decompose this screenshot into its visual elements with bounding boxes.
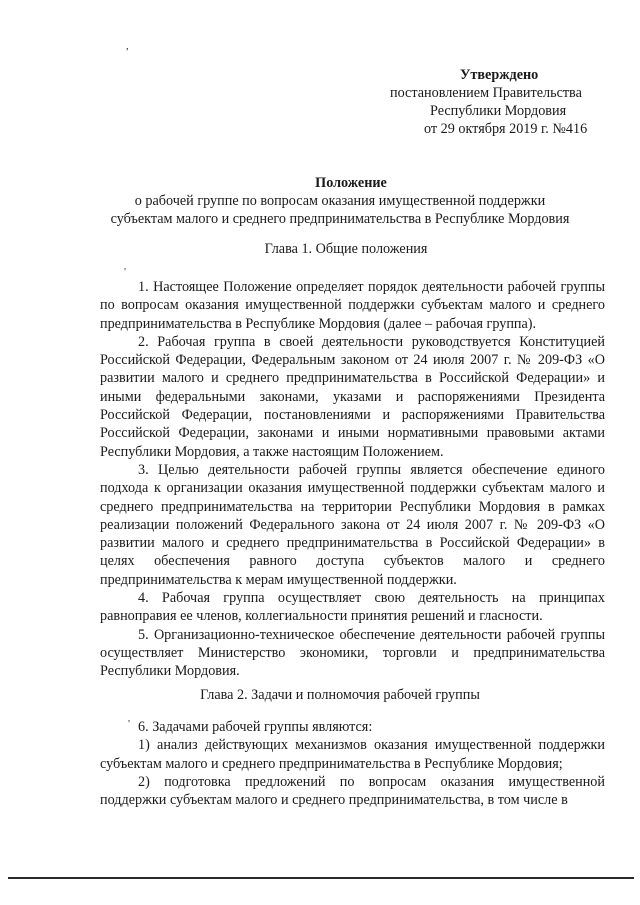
paragraph: 2) подготовка предложений по вопросам оказания имущественной поддержки субъектам малого и среднего предпринимательства, в том числе в xyxy=(100,773,605,809)
paragraph: 4. Рабочая группа осуществляет свою деятельность на принципах равноправия ее членов, коллегиальности принятия решений и гласности. xyxy=(100,590,605,625)
stray-mark: , xyxy=(126,40,129,52)
paragraph: 5. Организационно-техническое обеспечение деятельности рабочей группы осуществляет Министерство экономики, торговли и предпринимательства Республики Мордовия. xyxy=(100,626,605,680)
bottom-rule xyxy=(8,877,634,879)
document-title-block xyxy=(90,174,590,228)
document-subtitle: о рабочей группе по вопросам оказания имущественной поддержки xyxy=(134,193,546,209)
approval-block xyxy=(390,66,620,138)
approval-line: Республики Мордовия xyxy=(430,103,567,119)
approval-line: постановлением Правительства xyxy=(390,85,582,101)
stray-mark: ' xyxy=(128,718,130,730)
approval-date: от 29 октября 2019 г. №416 xyxy=(424,121,588,137)
chapter-2-body xyxy=(100,718,605,809)
chapter-heading: Глава 1. Общие положения xyxy=(264,241,428,257)
paragraph: 1. Настоящее Положение определяет порядок деятельности рабочей группы по вопросам оказания имущественной поддержки субъектам малого и среднего предпринимательства в Республике Мордовия (далее – рабочая группа). xyxy=(100,279,605,332)
document-subtitle: субъектам малого и среднего предпринимательства в Республике Мордовия xyxy=(110,211,570,227)
paragraph: 1) анализ действующих механизмов оказания имущественной поддержки субъектам малого и среднего предпринимательства в Республике Мордовия; xyxy=(100,737,605,772)
stray-mark: ' xyxy=(124,266,126,278)
chapter-1-body xyxy=(100,278,605,681)
paragraph: 3. Целью деятельности рабочей группы является обеспечение единого подхода к организации оказания имущественной поддержки субъектам малого и среднего предпринимательства на территории Республики Мордовия в рамках реализации положений Федерального закона от 24 июля 2007 г. № 209-ФЗ «О развитии малого и среднего предпринимательства в Российской Федерации» в целях обеспечения равного доступа субъектов малого и среднего предпринимательства к мерам имущественной поддержки. xyxy=(100,461,605,588)
approval-title: Утверждено xyxy=(460,67,539,83)
chapter-heading: Глава 2. Задачи и полномочия рабочей группы xyxy=(200,687,480,703)
paragraph: 6. Задачами рабочей группы являются: xyxy=(138,719,373,735)
paragraph: 2. Рабочая группа в своей деятельности руководствуется Конституцией Российской Федерации, Федеральным законом от 24 июля 2007 г. № 209-ФЗ «О развитии малого и среднего предпринимательства в Российской Федерации» и иными федеральными законами, указами и распоряжениями Президента Российской Федерации, постановлениями и распоряжениями Правительства Российской Федерации, законами и иными нормативными правовыми актами Республики Мордовия, а также настоящим Положением. xyxy=(100,333,605,460)
document-title: Положение xyxy=(315,175,387,191)
